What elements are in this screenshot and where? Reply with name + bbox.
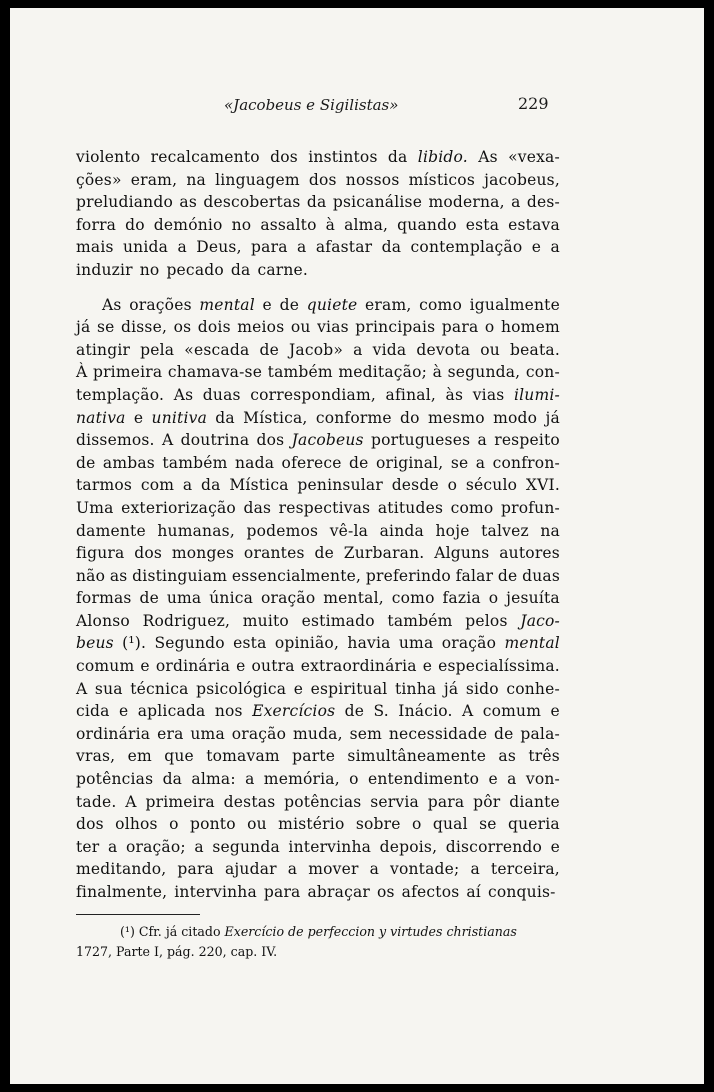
text-line: violento recalcamento dos instintos da libido. As «vexa- <box>76 148 560 166</box>
body-text <box>76 146 560 904</box>
text-line: nativa e unitiva da Mística, conforme do mesmo modo já <box>76 408 560 427</box>
text-line: formas de uma única oração mental, como fazia o jesuíta <box>76 589 560 608</box>
running-title: «Jacobeus e Sigilistas» <box>224 96 399 114</box>
text-line: dissemos. A doutrina dos Jacobeus portugueses a respeito <box>76 431 560 450</box>
text-line: templação. As duas correspondiam, afinal, às vias ilumi- <box>76 385 560 404</box>
text-line: Alonso Rodriguez, muito estimado também pelos Jaco- <box>76 611 560 630</box>
text-line: comum e ordinária e outra extraordinária e especialíssima. <box>76 657 560 676</box>
text-line: de ambas também nada oferece de original, se a confron- <box>76 453 560 472</box>
footnotes <box>76 922 560 962</box>
text-line: cida e aplicada nos Exercícios de S. Inácio. A comum e <box>76 702 560 721</box>
text-line: damente humanas, podemos vê-la ainda hoje talvez na <box>76 521 560 540</box>
footnote-line: (¹) Cfr. já citado Exercício de perfeccion y virtudes christianas <box>120 924 517 939</box>
text-line: ter a oração; a segunda intervinha depois, discorrendo e <box>76 837 560 856</box>
book-page <box>10 8 704 1084</box>
text-line: A sua técnica psicológica e espiritual tinha já sido conhe- <box>76 679 560 698</box>
text-line: atingir pela «escada de Jacob» a vida devota ou beata. <box>76 340 560 359</box>
text-line: preludiando as descobertas da psicanálise moderna, a des- <box>76 193 560 212</box>
text-line: mais unida a Deus, para a afastar da contemplação e a <box>76 238 560 257</box>
text-line: potências da alma: a memória, o entendimento e a von- <box>76 770 560 789</box>
text-line: dos olhos o ponto ou mistério sobre o qual se queria <box>76 815 560 834</box>
text-line: ções» eram, na linguagem dos nossos místicos jacobeus, <box>76 170 560 189</box>
text-line: finalmente, intervinha para abraçar os afectos aí conquis- <box>76 883 556 901</box>
footnote-rule <box>76 914 200 915</box>
text-line: meditando, para ajudar a mover a vontade; a terceira, <box>76 860 560 879</box>
text-line: À primeira chamava-se também meditação; à segunda, con- <box>76 363 560 382</box>
footnote-line: 1727, Parte I, pág. 220, cap. IV. <box>76 944 278 959</box>
text-line: ordinária era uma oração muda, sem necessidade de pala- <box>76 724 560 743</box>
text-line: induzir no pecado da carne. <box>76 260 309 279</box>
text-line: não as distinguiam essencialmente, preferindo falar de duas <box>76 566 560 585</box>
text-line: tade. A primeira destas potências servia para pôr diante <box>76 792 560 811</box>
text-line: beus (¹). Segundo esta opinião, havia uma oração mental <box>76 634 560 653</box>
text-line: figura dos monges orantes de Zurbaran. Alguns autores <box>76 544 560 563</box>
text-line: vras, em que tomavam parte simultâneamente as três <box>76 747 560 766</box>
page-header <box>10 92 704 118</box>
text-line: As orações mental e de quiete eram, como igualmente <box>102 295 560 314</box>
text-line: tarmos com a da Mística peninsular desde o século XVI. <box>76 476 560 495</box>
paragraph-gap <box>76 282 560 294</box>
text-line: já se disse, os dois meios ou vias principais para o homem <box>76 318 560 337</box>
page-number: 229 <box>518 94 549 113</box>
text-line: Uma exteriorização das respectivas atitudes como profun- <box>76 498 560 517</box>
text-line: forra do demónio no assalto à alma, quando esta estava <box>76 215 560 234</box>
